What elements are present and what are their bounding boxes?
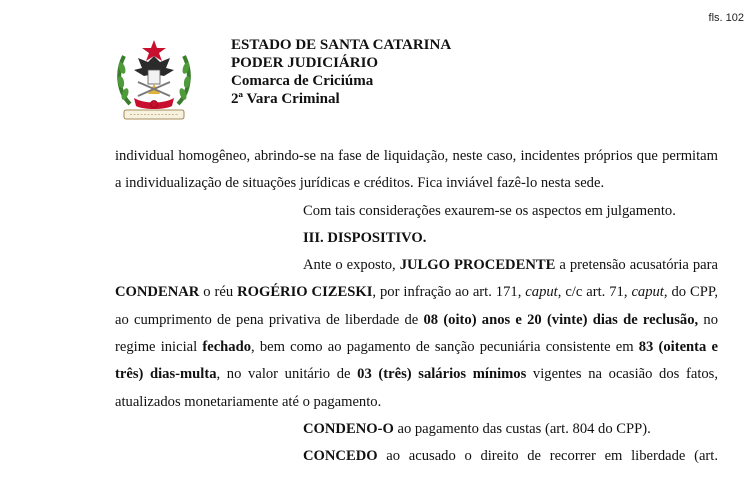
bold-run: 03 (três) salários mínimos [357, 366, 527, 383]
text-run: Ante o exposto, [303, 257, 400, 274]
bold-run: CONCEDO [303, 448, 378, 465]
bold-run: CONDENO-O [303, 420, 394, 437]
bold-run: JULGO PROCEDENTE [399, 257, 556, 274]
bold-run: ROGÉRIO CIZESKI [237, 284, 373, 301]
bold-run: 08 (oito) anos e 20 (vinte) dias de reclusão, [423, 311, 699, 328]
text-run: , no valor unitário de [216, 366, 358, 383]
paragraph-2: Com tais considerações exaurem-se os aspectos em julgamento. [303, 202, 676, 219]
paragraph-disposition [115, 252, 718, 416]
court-header [231, 36, 451, 108]
bold-run: CONDENAR [115, 284, 200, 301]
section-heading [115, 225, 718, 252]
header-district: Comarca de Criciúma [231, 73, 374, 89]
santa-catarina-coat-of-arms-icon [112, 34, 196, 122]
document-body [115, 143, 718, 471]
text-run: , bem como ao pagamento de sanção pecuniária consistente em [251, 339, 639, 356]
text-run: , por infração ao art. 171, [372, 284, 526, 301]
text-run: no regime inicial [115, 311, 719, 356]
italic-run: caput [631, 284, 664, 301]
text-run: vigentes na ocasião dos fatos, atualizados monetariamente até o pagamento. [115, 366, 718, 410]
bold-run: fechado [202, 339, 252, 356]
header-judiciary: PODER JUDICIÁRIO [231, 55, 379, 71]
text-run: , c/c art. 71, [557, 284, 632, 301]
paragraph-appeal [115, 443, 718, 470]
header-court: 2ª Vara Criminal [231, 91, 340, 107]
bold-run: 83 (oitenta e três) dias-multa [115, 339, 718, 383]
text-run: o réu [199, 284, 238, 301]
paragraph-costs [115, 416, 718, 443]
section-heading-text: III. DISPOSITIVO. [303, 229, 427, 246]
italic-run: caput [525, 284, 558, 301]
header-state: ESTADO DE SANTA CATARINA [231, 37, 452, 53]
text-run: , do CPP, ao cumprimento de pena privativa de liberdade de [115, 284, 718, 328]
text-run: ao acusado o direito de recorrer em liberdade (art. [377, 448, 718, 465]
page-folio: fls. 102 [708, 12, 744, 24]
text-run: ao pagamento das custas (art. 804 do CPP). [393, 420, 651, 437]
paragraph-1: individual homogêneo, abrindo-se na fase de liquidação, neste caso, incidentes próprios que permitam a individualização de situações jurídicas e créditos. Fica inviável fazê-lo nesta sede. [115, 148, 718, 192]
text-run: a pretensão acusatória para [555, 257, 718, 274]
